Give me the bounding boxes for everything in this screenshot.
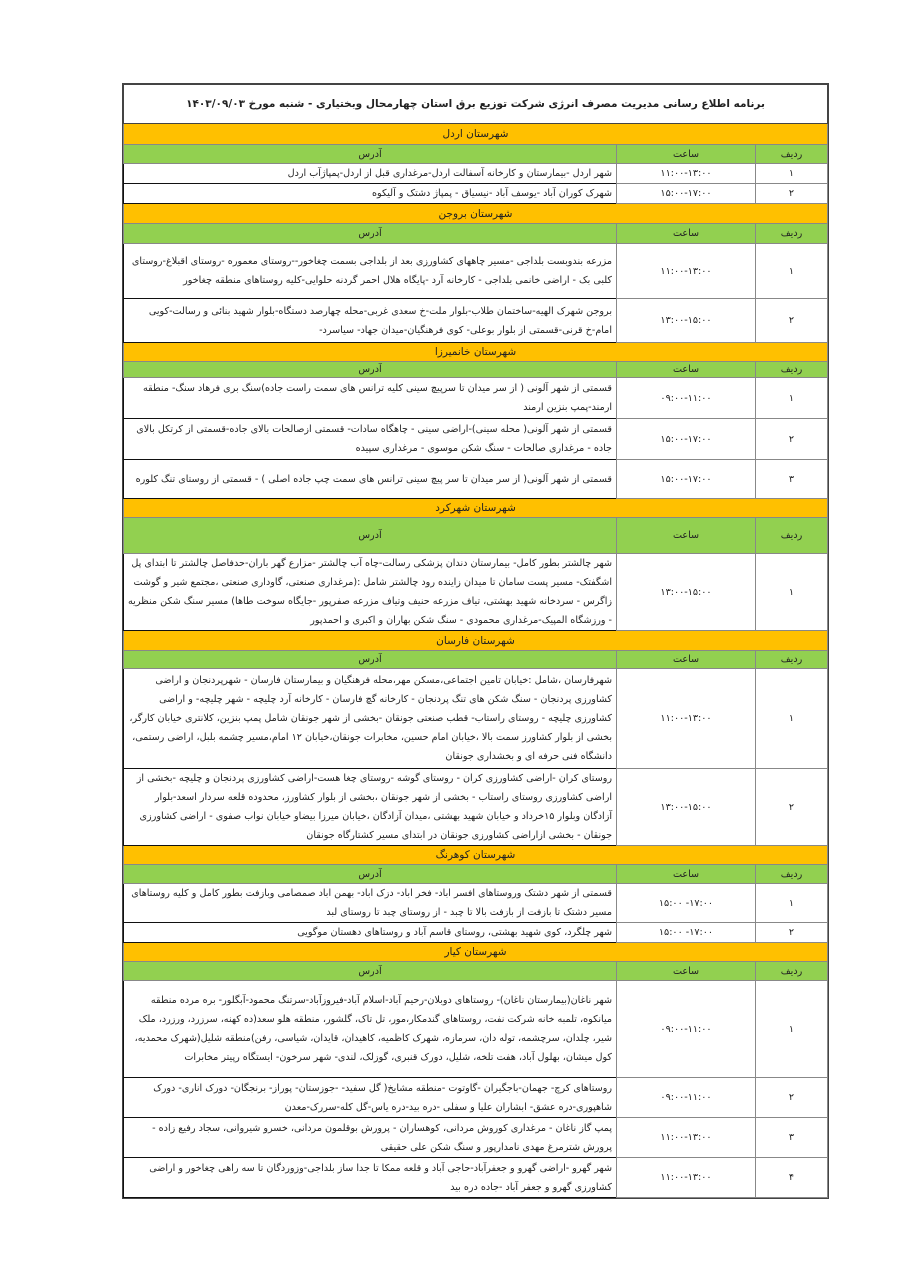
column-header-row [124, 145, 828, 164]
district-header-row [124, 943, 828, 962]
district-name: شهرستان فارسان [124, 631, 828, 651]
column-header-row [124, 865, 828, 884]
outage-address: شهر اردل -بیمارستان و کارخانه آسفالت اردل-مرغداری قبل از اردل-پمپاژآب اردل [124, 164, 617, 184]
district-header-row [124, 124, 828, 145]
outage-time: ۱۵:۰۰-۱۷:۰۰ [617, 460, 756, 499]
outage-time: ۰۹:۰۰-۱۱:۰۰ [617, 1078, 756, 1118]
row-number: ۲ [756, 1078, 828, 1118]
column-header-address: آدرس [124, 651, 617, 669]
outage-address: شهر چلگرد، کوی شهید بهشتی، روستای قاسم آباد و روستاهای دهستان موگویی [124, 923, 617, 943]
outage-time: ۱۳:۰۰-۱۵:۰۰ [617, 554, 756, 631]
column-header-address: آدرس [124, 962, 617, 981]
column-header-row [124, 224, 828, 244]
table-row [124, 769, 828, 846]
row-number: ۱ [756, 378, 828, 419]
column-header-num: ردیف [756, 145, 828, 164]
column-header-address: آدرس [124, 362, 617, 378]
outage-address: قسمتی از شهر آلونی ( از سر میدان تا سرپیچ سینی کلیه ترانس های سمت راست جاده)سنگ بری فرهاد سنگ- منطقه ارمند-پمپ بنزین ارمند [124, 378, 617, 419]
column-header-num: ردیف [756, 962, 828, 981]
district-name: شهرستان اردل [124, 124, 828, 145]
column-header-num: ردیف [756, 224, 828, 244]
row-number: ۱ [756, 244, 828, 299]
outage-address: شهر ناغان(بیمارستان ناغان)- روستاهای دوبلان-رحیم آباد-اسلام آباد-فیروزآباد-سرتنگ محمود-آبگلور- بره مرده منطقه میانکوه، تلمبه خانه شرکت نفت، روستاهای گندمکار،مور، تل تاک، گلشور، منطقه هلو سعد(ده کهنه، سرزرد، ورزرد، ملک شیر، چلدان، سرچشمه، توله دان، سرمازه، شهرک کاظمیه، کاهیدان، قایدان، شیاسی، رفن)منطقه شلیل(شهرک محمدیه، کول میشان، بهلول آباد، هفت تلخه، شلیل، دورک قنبری، گوزلک، لندی- شهر سرخون- ایستگاه رپیتر مخابرات [124, 981, 617, 1078]
row-number: ۱ [756, 554, 828, 631]
column-header-time: ساعت [617, 362, 756, 378]
outage-address: شهرفارسان ،شامل :خیابان تامین اجتماعی،مسکن مهر،محله فرهنگیان و بیمارستان فارسان - شهرپردنجان و اراضی کشاورزی پردنجان - سنگ شکن های تنگ پردنجان - کارخانه گچ فارسان - کارخانه آرد چلیچه - شهر چلیچه- و اراضی کشاورزی چلیچه - روستای راستاب- قطب صنعتی جونقان -بخشی از شهر جونقان شامل پمپ بنزین، کلانتری خیابان کارگر، بخشی از بلوار کشاورز سمت بالا ،خیابان امام حسین، مخابرات جونقان،خیابان ۱۲ امام،مسیر چشمه بلبل، اراضی رستمی، دانشگاه فنی حرفه ای و بخشداری جونقان [124, 669, 617, 769]
document-title: برنامه اطلاع رسانی مدیریت مصرف انرژی شرکت توزیع برق استان چهارمحال وبختیاری - شنبه مورخ ۱۴۰۳/۰۹/۰۳ [124, 85, 828, 124]
table-row [124, 378, 828, 419]
outage-time: ۱۱:۰۰-۱۳:۰۰ [617, 1158, 756, 1198]
column-header-row [124, 362, 828, 378]
district-name: شهرستان کیار [124, 943, 828, 962]
outage-address: روستاهای کرچ- جهمان-باجگیران -گاوتوت -منطقه مشایخ( گل سفید- -جوزستان- پوراز- برنجگان- دورک اناری- دورک شاهپوری-دره عشق- ابشاران علیا و سفلی -دره بید-دره یاس-گل کله-سررک-معدن [124, 1078, 617, 1118]
row-number: ۱ [756, 884, 828, 923]
outage-address: قسمتی از شهر دشتک وروستاهای افسر اباد- فخر اباد- دزک اباد- بهمن اباد صمصامی وبازفت بطور کامل و کلیه روستاهای مسیر دشتک تا بازفت از بازفت بالا تا چبد - از روستای چبد تا روستای لبد [124, 884, 617, 923]
outage-address: شهر چالشتر بطور کامل- بیمارستان دندان پزشکی رسالت-چاه آب چالشتر -مزارع گهر باران-حدفاصل چالشتر تا ابتدای پل اشگفتک- مسیر پست سامان تا میدان زاینده رود چالشتر شامل :(مرغداری صنعتی، گاوداری صنعتی ،مجتمع شیر و گوشت زاگرس - سردخانه شهید بهشتی، تیاف مزرعه حنیف وتیاف مزرعه صفرپور -جایگاه سوخت طاها) مسیر سنگ شکن منظریه - ورزشگاه المپیک-مرغداری محمودی - سنگ شکن بهاران و اکبری و احمدپور [124, 554, 617, 631]
table-row [124, 923, 828, 943]
column-header-row [124, 651, 828, 669]
title-row [124, 85, 828, 124]
outage-time: ۱۱:۰۰-۱۳:۰۰ [617, 1118, 756, 1158]
district-header-row [124, 343, 828, 362]
table-row [124, 669, 828, 769]
outage-time: ۱۱:۰۰-۱۳:۰۰ [617, 244, 756, 299]
outage-address: بروجن شهرک الهیه-ساختمان طلاب-بلوار ملت-خ سعدی غربی-محله چهارصد دستگاه-بلوار شهید بنائی و رسالت-کویی امام-خ قرنی-قسمتی از بلوار بوعلی- کوی فرهنگیان-میدان جهاد- سیاسرد- [124, 299, 617, 343]
row-number: ۱ [756, 669, 828, 769]
column-header-time: ساعت [617, 651, 756, 669]
row-number: ۲ [756, 184, 828, 204]
row-number: ۲ [756, 299, 828, 343]
row-number: ۳ [756, 1118, 828, 1158]
column-header-num: ردیف [756, 651, 828, 669]
column-header-row [124, 962, 828, 981]
table-row [124, 460, 828, 499]
district-header-row [124, 846, 828, 865]
column-header-num: ردیف [756, 865, 828, 884]
table-row [124, 299, 828, 343]
outage-address: قسمتی از شهر آلونی( از سر میدان تا سر پیچ سینی ترانس های سمت چپ جاده اصلی ) - قسمتی از روستای تنگ کلوره [124, 460, 617, 499]
outage-time: ۱۵:۰۰ -۱۷:۰۰ [617, 923, 756, 943]
table-row [124, 1078, 828, 1118]
outage-time: ۰۹:۰۰-۱۱:۰۰ [617, 981, 756, 1078]
table-row [124, 1158, 828, 1198]
row-number: ۴ [756, 1158, 828, 1198]
district-header-row [124, 499, 828, 518]
table-row [124, 884, 828, 923]
table-row [124, 981, 828, 1078]
column-header-time: ساعت [617, 224, 756, 244]
row-number: ۳ [756, 460, 828, 499]
outage-time: ۱۵:۰۰-۱۷:۰۰ [617, 419, 756, 460]
outage-address: قسمتی از شهر آلونی( محله سینی)-اراضی سینی - چاهگاه سادات- قسمتی ازصالحات بالای جاده-قسمتی از کرتکل بالای جاده - مرغداری صالحات - سنگ شکن موسوی - مرغداری سپیده [124, 419, 617, 460]
row-number: ۱ [756, 164, 828, 184]
schedule-document [122, 83, 829, 1199]
outage-time: ۱۳:۰۰-۱۵:۰۰ [617, 299, 756, 343]
outage-time: ۱۵:۰۰-۱۷:۰۰ [617, 184, 756, 204]
column-header-num: ردیف [756, 518, 828, 554]
district-header-row [124, 204, 828, 224]
column-header-num: ردیف [756, 362, 828, 378]
row-number: ۲ [756, 769, 828, 846]
table-row [124, 244, 828, 299]
column-header-time: ساعت [617, 962, 756, 981]
row-number: ۱ [756, 981, 828, 1078]
table-row [124, 554, 828, 631]
outage-address: شهر گهرو -اراضی گهرو و جعفرآباد-حاجی آباد و قلعه ممکا تا جدا ساز بلداجی-وزوردگان تا سه راهی چغاخور و اراضی کشاورزی گهرو و جعفر آباد -جاده دره بید [124, 1158, 617, 1198]
district-header-row [124, 631, 828, 651]
district-name: شهرستان کوهرنگ [124, 846, 828, 865]
column-header-address: آدرس [124, 518, 617, 554]
table-row [124, 419, 828, 460]
column-header-time: ساعت [617, 518, 756, 554]
outage-time: ۱۵:۰۰ -۱۷:۰۰ [617, 884, 756, 923]
district-name: شهرستان بروجن [124, 204, 828, 224]
table-row [124, 164, 828, 184]
column-header-address: آدرس [124, 224, 617, 244]
table-row [124, 184, 828, 204]
column-header-address: آدرس [124, 145, 617, 164]
outage-address: شهرک کوران آباد -یوسف آباد -نیسیاق - پمپاژ دشتک و آلیکوه [124, 184, 617, 204]
outage-time: ۱۱:۰۰-۱۳:۰۰ [617, 669, 756, 769]
outage-address: روستای کران -اراضی کشاورزی کران - روستای گوشه -روستای چغا هست-اراضی کشاورزی پردنجان و چلیچه -بخشی از اراضی کشاورزی روستای راستاب - بخشی از شهر جونقان ،بخشی از بلوار کشاورز، محدوده قلعه سردار اسعد-بلوار آزادگان وبلوار ۱۵خرداد و خیابان شهید بهشتی ،میدان آزادگان ،خیابان میرزا بیضاو خیابان نواب صفوی - اراضی کشاورزی جونقان - بخشی ازاراضی کشاورزی جونقان در ابتدای مسیر کشتارگاه جونقان [124, 769, 617, 846]
column-header-row [124, 518, 828, 554]
row-number: ۲ [756, 419, 828, 460]
row-number: ۲ [756, 923, 828, 943]
table-row [124, 1118, 828, 1158]
outage-address: پمپ گاز ناغان - مرغداری کوروش مردانی، کوهساران - پرورش بوقلمون مردانی، خسرو شیروانی، سجاد رفیع زاده - پرورش شترمرغ مهدی نامدارپور و سنگ شکن علی حقیقی [124, 1118, 617, 1158]
outage-time: ۰۹:۰۰-۱۱:۰۰ [617, 378, 756, 419]
column-header-time: ساعت [617, 145, 756, 164]
outage-time: ۱۳:۰۰-۱۵:۰۰ [617, 769, 756, 846]
district-name: شهرستان شهرکرد [124, 499, 828, 518]
outage-address: مزرعه بندوبست بلداجی -مسیر چاههای کشاورزی بعد از بلداجی بسمت چغاخور--روستای معموره -روستای اقبلاغ-روستای کلبی بک - اراضی خانمی بلداجی - کارخانه آرد -پایگاه هلال احمر گردنه حلوایی-کلیه روستاهای منطقه چغاخور [124, 244, 617, 299]
column-header-address: آدرس [124, 865, 617, 884]
outage-time: ۱۱:۰۰-۱۳:۰۰ [617, 164, 756, 184]
district-name: شهرستان خانمیرزا [124, 343, 828, 362]
outage-schedule-table [123, 84, 828, 1198]
column-header-time: ساعت [617, 865, 756, 884]
